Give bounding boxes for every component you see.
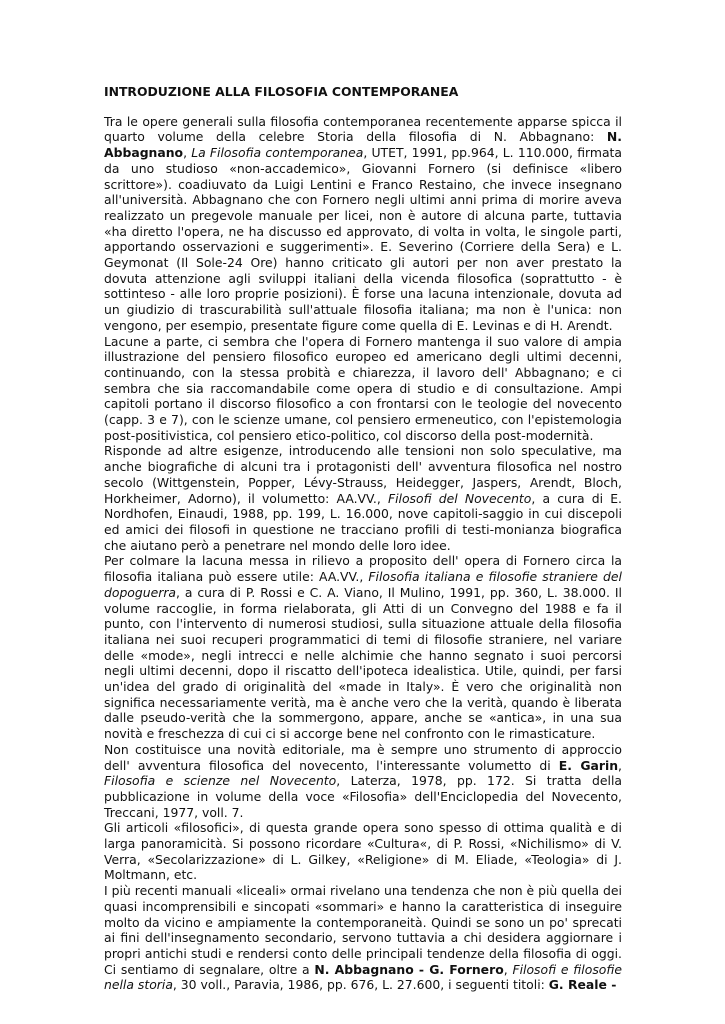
- paragraph: [104, 443, 622, 553]
- book-title: Filosofi del Novecento: [387, 490, 532, 506]
- text-run: Lacune a parte, ci sembra che l'opera di Fornero mantenga il suo valore di ampia illustrazione del pensiero filosofico europeo ed americano degli ultimi decenni, continuando, con la stessa probità e chiarezza, il lavoro dell' Abbagnano; e ci sembra che sia raccomandabile come opera di studio e di consultazione. Ampi capitoli portano il discorso filosofico a con frontarsi con le teologie del novecento (capp. 3 e 7), con le scienze umane, col pensiero ermeneutico, con l'epistemologia post-positivistica, col pensiero etico-politico, col discorso della post-modernità.: [104, 333, 622, 443]
- paragraph: [104, 114, 622, 334]
- text-run: I più recenti manuali «liceali» ormai rivelano una tendenza che non è più quella dei quasi incomprensibili e sincopati «sommari» e hanno la caratteristica di inseguire molto da vicino e ampiamente la contemporaneità. Quindi se sono un po' sprecati ai fini dell'insegnamento secondario, servono tuttavia a chi desidera aggiornare i propri antichi studi e rendersi conto delle principali tendenze della filosofia di oggi. Ci sentiamo di segnalare, oltre a: [104, 883, 622, 977]
- author-name: G. Reale -: [548, 977, 617, 993]
- text-run: Non costituisce una novità editoriale, ma è sempre uno strumento di approccio dell' avventura filosofica del novecento, l'interessante volumetto di: [104, 741, 622, 773]
- author-name: E. Garin: [558, 757, 619, 773]
- paragraph: [104, 820, 622, 883]
- book-title: La Filosofia contemporanea: [191, 145, 364, 161]
- book-title: Filosofi e filosofie nella storia: [104, 961, 622, 993]
- text-run: , 30 voll., Paravia, 1986, pp. 676, L. 27.600, i seguenti titoli:: [172, 977, 549, 993]
- text-run: Gli articoli «filosofici», di questa grande opera sono spesso di ottima qualità e di larga panoramicità. Si possono ricordare «Cultura«, di P. Rossi, «Nichilismo» di V. Verra, «Secolarizzazione» di L. Gilkey, «Religione» di M. Eliade, «Teologia» di J. Moltmann, etc.: [104, 820, 622, 883]
- text-run: , a cura di E. Nordhofen, Einaudi, 1988, pp. 199, L. 16.000, nove capitoli-saggio in cui discepoli ed amici dei filosofi in questione ne tracciano profili di testi-monianza biografica che aiutano però a penetrare nel mondo delle loro idee.: [104, 490, 622, 553]
- book-title: Filosofia italiana e filosofie straniere del dopoguerra: [104, 569, 622, 600]
- text-run: ,: [618, 757, 622, 773]
- text-run: Risponde ad altre esigenze, introducendo alle tensioni non solo speculative, ma anche biografiche di alcuni tra i protagonisti dell' avventura filosofica nel nostro secolo (Wittgenstein, Popper, Lévy-Strauss, Heidegger, Jaspers, Arendt, Bloch, Horkheimer, Adorno), il volumetto: AA.VV.,: [104, 443, 622, 506]
- author-name: N. Abbagnano - G. Fornero: [314, 961, 504, 977]
- paragraph: [104, 334, 622, 444]
- text-run: Tra le opere generali sulla filosofia contemporanea recentemente apparse spicca il quarto volume della celebre Storia della filosofia di N. Abbagnano:: [104, 113, 622, 145]
- document-body: [104, 114, 622, 993]
- text-run: , Laterza, 1978, pp. 172. Si tratta della pubblicazione in volume della voce «Filosofia» dell'Enciclopedia del Novecento, Treccani, 1977, voll. 7.: [104, 773, 622, 820]
- text-run: Per colmare la lacuna messa in rilievo a proposito dell' opera di Fornero circa la filosofia italiana può essere utile: AA.VV.,: [104, 553, 622, 585]
- paragraph: [104, 742, 622, 821]
- text-run: ,: [183, 145, 192, 161]
- document-title: INTRODUZIONE ALLA FILOSOFIA CONTEMPORANEA: [104, 84, 459, 99]
- document-page: [104, 84, 622, 993]
- text-run: ,: [503, 961, 513, 977]
- author-name: N. Abbagnano: [104, 129, 622, 161]
- book-title: Filosofia e scienze nel Novecento: [104, 773, 337, 789]
- text-run: , UTET, 1991, pp.964, L. 110.000, firmata da uno studioso «non-accademico», Giovanni Fornero (si definisce «libero scrittore»). coadiuvato da Luigi Lentini e Franco Restaino, che invece insegnano all'università. Abbagnano che con Fornero negli ultimi anni prima di morire aveva realizzato un pregevole manuale per licei, non è autore di alcuna parte, tuttavia «ha diretto l'opera, ne ha discusso ed approvato, di volta in volta, le singole parti, apportando osservazioni e suggerimenti». E. Severino (Corriere della Sera) e L. Geymonat (Il Sole-24 Ore) hanno criticato gli autori per non aver prestato la dovuta attenzione agli sviluppi italiani della vicenda filosofica (soprattutto - è sottinteso - alle loro proprie posizioni). È forse una lacuna intenzionale, dovuta ad un giudizio di trascurabilità sull'attuale filosofia italiana; ma non è l'unica: non vengono, per esempio, presentate figure come quella di E. Levinas e di H. Arendt.: [104, 145, 622, 333]
- text-run: , a cura di P. Rossi e C. A. Viano, Il Mulino, 1991, pp. 360, L. 38.000. Il volume raccoglie, in forma rielaborata, gli Atti di un Convegno del 1988 e fa il punto, con l'intervento di numerosi studiosi, sulla situazione attuale della filosofia italiana nei suoi recuperi programmatici di temi di filosofie straniere, nel variare delle «mode», negli intrecci e nelle alchimie che hanno segnato i suoi percorsi negli ultimi decenni, dopo il riscatto dell'ipoteca idealistica. Utile, quindi, per farsi un'idea del grado di originalità del «made in Italy». È vero che originalità non significa necessariamente verità, ma è anche vero che la verità, quando è liberata dalle pseudo-verità che la sommergono, appare, anche se «antica», in una sua novità e freschezza di cui ci si accorge bene nel confronto con le rimasticature.: [104, 584, 622, 742]
- paragraph: [104, 553, 622, 741]
- paragraph: [104, 883, 622, 993]
